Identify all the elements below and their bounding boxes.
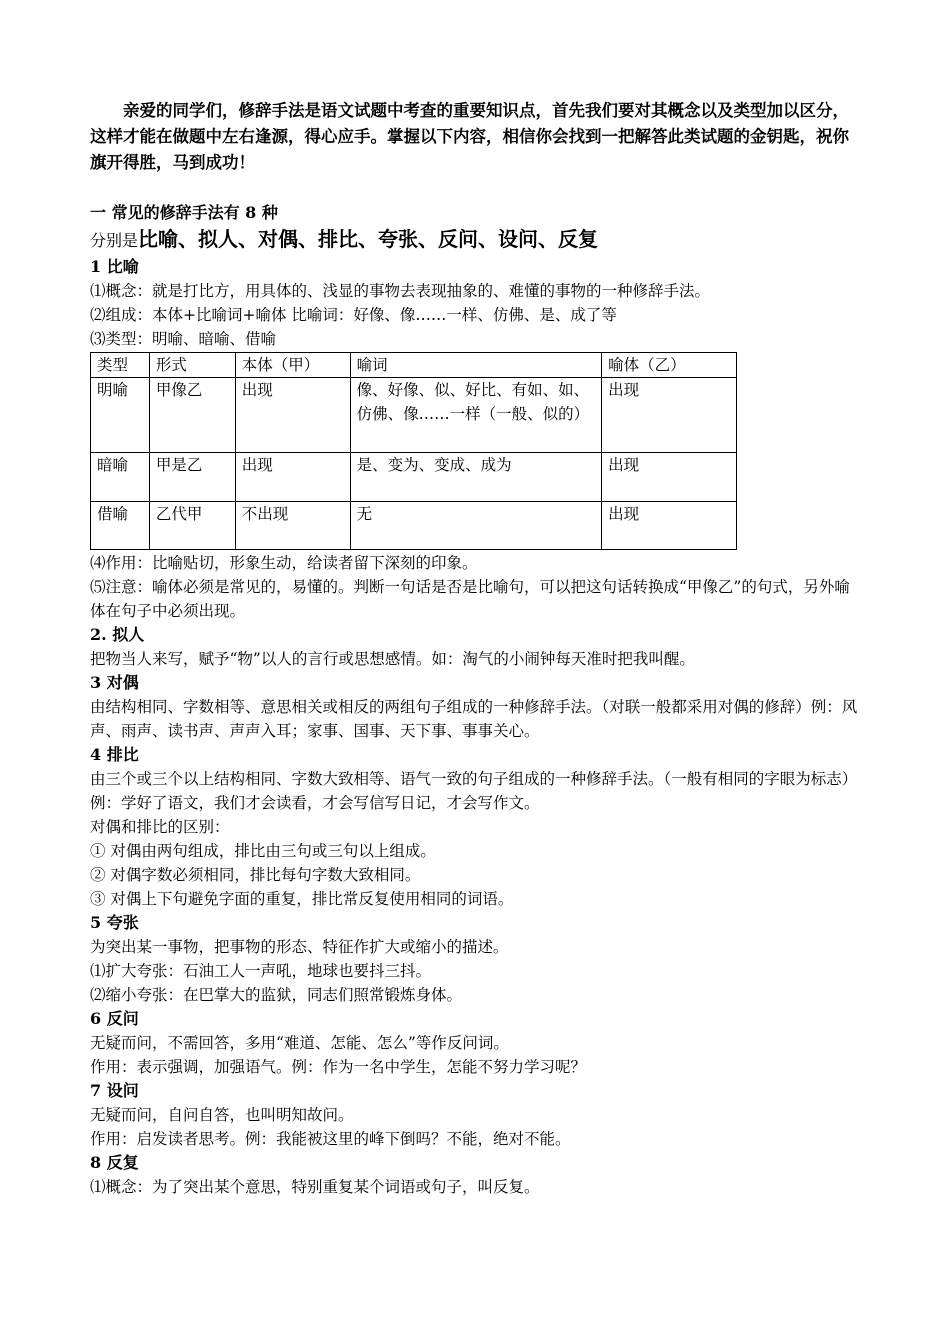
rhetorical-question-text: 无疑而问，不需回答，多用“难道、怎能、怎么”等作反问词。 (90, 1034, 509, 1052)
hypophora-text: 无疑而问，自问自答，也叫明知故问。 (90, 1106, 354, 1124)
table-row (91, 453, 737, 502)
metaphor-types: ⑶类型：明喻、暗喻、借喻 (90, 330, 277, 348)
table-header-cell: 喻词 (350, 353, 602, 378)
hyperbole-shrink: ⑵缩小夸张：在巴掌大的监狱，同志们照常锻炼身体。 (90, 986, 463, 1004)
personification-heading: 2. 拟人 (90, 625, 145, 644)
rhetoric-types-line (90, 225, 862, 255)
rhetorical-question-heading: 6 反问 (90, 1009, 139, 1028)
types-list: 比喻、拟人、对偶、排比、夸张、反问、设问、反复 (138, 227, 599, 251)
metaphor-heading: 1 比喻 (90, 257, 139, 276)
table-header-cell: 本体（甲） (235, 353, 350, 378)
table-cell: 出现 (602, 453, 737, 502)
metaphor-effect: ⑷作用：比喻贴切，形象生动，给读者留下深刻的印象。 (90, 554, 478, 572)
table-cell: 出现 (602, 502, 737, 550)
parallelism-heading: 4 排比 (90, 745, 139, 764)
table-cell: 是、变为、变成、成为 (350, 453, 602, 502)
document-page (90, 98, 862, 1199)
repetition-concept: ⑴概念：为了突出某个意思，特别重复某个词语或句子，叫反复。 (90, 1178, 540, 1196)
types-prefix: 分别是 (90, 231, 139, 250)
section-title: 一 常见的修辞手法有 8 种 (90, 203, 278, 222)
table-cell: 暗喻 (91, 453, 150, 502)
table-cell: 出现 (235, 378, 350, 453)
hypophora-effect: 作用：启发读者思考。例：我能被这里的峰下倒吗？不能，绝对不能。 (90, 1130, 571, 1148)
hypophora-heading: 7 设问 (90, 1081, 139, 1100)
table-header-cell: 形式 (149, 353, 235, 378)
difference-title: 对偶和排比的区别： (90, 818, 230, 836)
table-cell: 不出现 (235, 502, 350, 550)
table-cell: 无 (350, 502, 602, 550)
antithesis-heading: 3 对偶 (90, 673, 139, 692)
antithesis-text: 由结构相同、字数相等、意思相关或相反的两组句子组成的一种修辞手法。（对联一般都采用对偶的修辞）例：风声、雨声、读书声、声声入耳；家事、国事、天下事、事事关心。 (90, 698, 858, 740)
hyperbole-text: 为突出某一事物，把事物的形态、特征作扩大或缩小的描述。 (90, 938, 509, 956)
table-cell: 出现 (602, 378, 737, 453)
table-cell: 借喻 (91, 502, 150, 550)
table-cell: 出现 (235, 453, 350, 502)
rhetorical-question-effect: 作用：表示强调，加强语气。例：作为一名中学生，怎能不努力学习呢？ (90, 1058, 587, 1076)
intro-paragraph: 亲爱的同学们，修辞手法是语文试题中考查的重要知识点，首先我们要对其概念以及类型加以区分，这样才能在做题中左右逢源，得心应手。掌握以下内容，相信你会找到一把解答此类试题的金钥匙，祝你旗开得胜，马到成功！ (90, 101, 849, 172)
difference-item: ③ 对偶上下句避免字面的重复，排比常反复使用相同的词语。 (90, 890, 514, 908)
table-cell: 甲是乙 (149, 453, 235, 502)
table-header-row (91, 353, 737, 378)
difference-item: ② 对偶字数必须相同，排比每句字数大致相同。 (90, 866, 421, 884)
table-header-cell: 喻体（乙） (602, 353, 737, 378)
metaphor-composition: ⑵组成：本体+比喻词+喻体 比喻词：好像、像……一样、仿佛、是、成了等 (90, 306, 617, 324)
difference-item: ① 对偶由两句组成，排比由三句或三句以上组成。 (90, 842, 436, 860)
hyperbole-heading: 5 夸张 (90, 913, 139, 932)
parallelism-text: 由三个或三个以上结构相同、字数大致相等、语气一致的句子组成的一种修辞手法。（一般有相同的字眼为标志）例：学好了语文，我们才会读看，才会写信写日记，才会写作文。 (90, 770, 858, 812)
metaphor-note: ⑸注意：喻体必须是常见的，易懂的。判断一句话是否是比喻句，可以把这句话转换成“甲像乙”的句式，另外喻体在句子中必须出现。 (90, 578, 850, 620)
table-row (91, 378, 737, 453)
table-header-cell: 类型 (91, 353, 150, 378)
table-cell: 像、好像、似、好比、有如、如、仿佛、像……一样（一般、似的） (350, 378, 602, 453)
metaphor-table (90, 352, 737, 550)
repetition-heading: 8 反复 (90, 1153, 139, 1172)
table-row (91, 502, 737, 550)
table-cell: 乙代甲 (149, 502, 235, 550)
table-cell: 甲像乙 (149, 378, 235, 453)
metaphor-concept: ⑴概念：就是打比方，用具体的、浅显的事物去表现抽象的、难懂的事物的一种修辞手法。 (90, 282, 711, 300)
hyperbole-expand: ⑴扩大夸张：石油工人一声吼，地球也要抖三抖。 (90, 962, 432, 980)
table-cell: 明喻 (91, 378, 150, 453)
personification-text: 把物当人来写，赋予“物”以人的言行或思想感情。如：淘气的小闹钟每天准时把我叫醒。 (90, 650, 695, 668)
